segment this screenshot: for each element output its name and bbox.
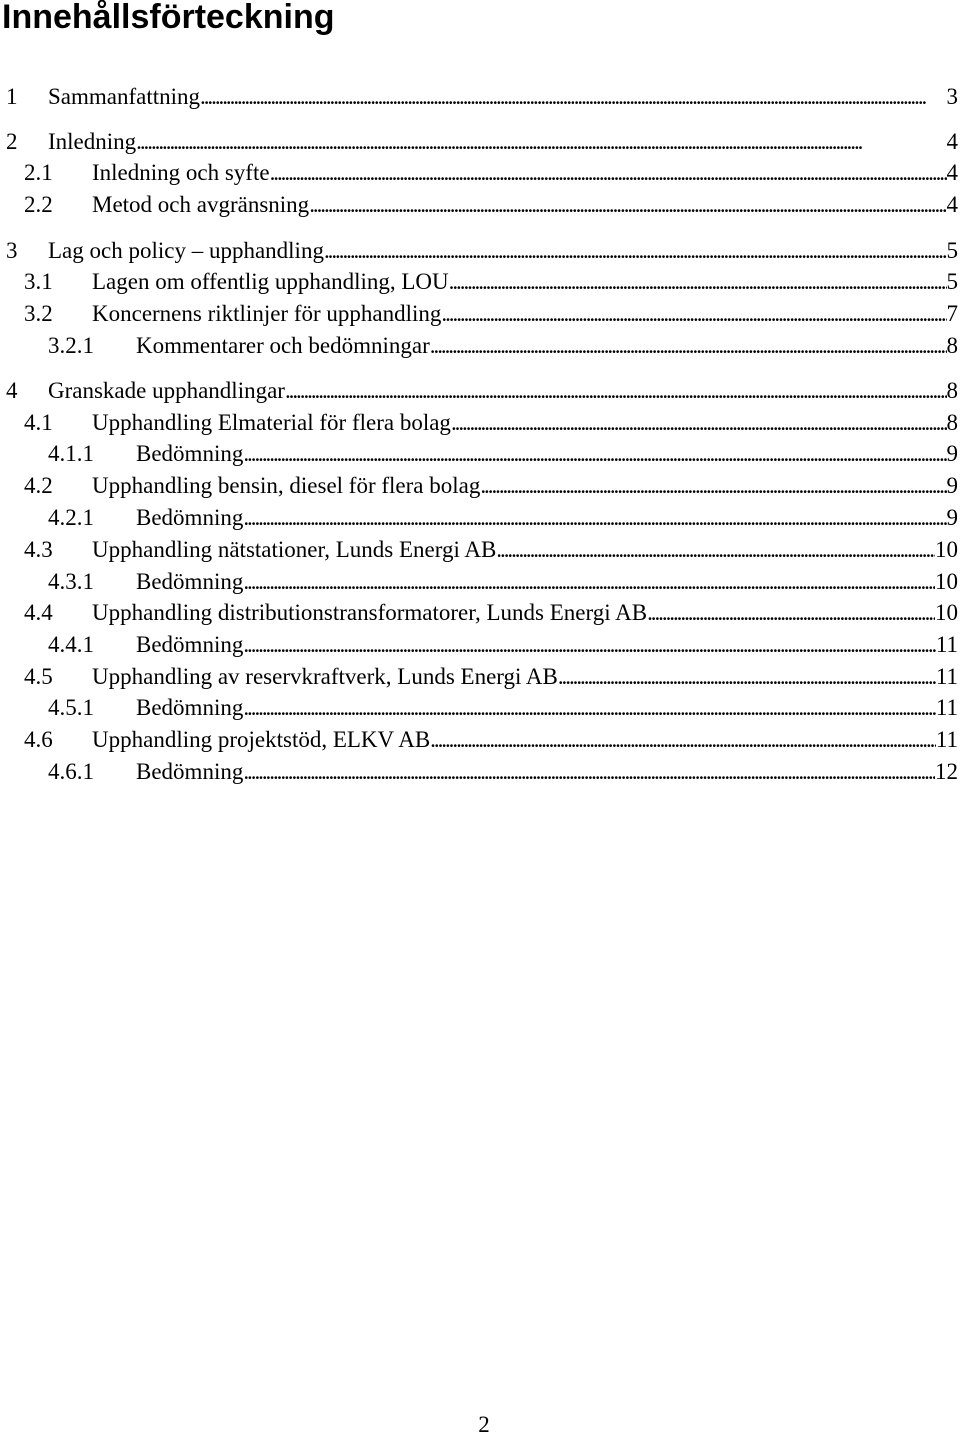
toc-entry-number: 4.5.1 — [48, 695, 94, 720]
toc-entry-number: 4.4 — [24, 600, 53, 625]
toc-entry-number: 3.2 — [24, 301, 53, 326]
toc-entry-number: 4.4.1 — [48, 632, 94, 657]
toc-entry-title: Bedömning — [136, 505, 244, 530]
toc-entry[interactable] — [24, 471, 958, 501]
dot-leader — [480, 471, 946, 501]
dot-leader — [451, 408, 947, 438]
toc-entry-number: 2.1 — [24, 160, 53, 185]
toc-entry-title: Upphandling av reservkraftverk, Lunds Energi AB — [92, 664, 558, 689]
toc-entry-title: Kommentarer och bedömningar — [136, 333, 430, 358]
toc-entry-number: 3.2.1 — [48, 333, 94, 358]
toc-entry-page: 4 — [946, 192, 958, 217]
dot-leader — [430, 725, 936, 755]
toc-entry-number: 2 — [6, 129, 18, 154]
toc-entry-page: 12 — [935, 759, 958, 784]
dot-leader — [270, 158, 947, 188]
toc-entry-title: Upphandling Elmaterial för flera bolag — [92, 410, 451, 435]
toc-entry-page: 4 — [946, 160, 958, 185]
toc-entry-title: Upphandling projektstöd, ELKV AB — [92, 727, 431, 752]
toc-entry-page: 11 — [935, 664, 958, 689]
toc-entry[interactable] — [24, 158, 958, 188]
toc-entry-title: Koncernens riktlinjer för upphandling — [92, 301, 442, 326]
toc-entry-page: 9 — [946, 473, 958, 498]
toc-entry-number: 4.3 — [24, 537, 53, 562]
toc-entry-title: Bedömning — [136, 569, 244, 594]
dot-leader — [430, 331, 947, 361]
toc-entry[interactable] — [48, 331, 958, 361]
dot-leader — [243, 567, 935, 597]
toc-entry-title: Inledning — [48, 129, 137, 154]
toc-entry-page: 7 — [946, 301, 958, 326]
toc-entry[interactable] — [48, 439, 958, 469]
toc-entry-page: 5 — [946, 269, 958, 294]
dot-leader — [243, 439, 946, 469]
toc-entry-page: 8 — [946, 410, 958, 435]
toc-entry[interactable] — [24, 535, 958, 565]
toc-entry-page: 4 — [946, 129, 958, 154]
dot-leader — [136, 127, 946, 157]
toc-entry-number: 4.6 — [24, 727, 53, 752]
toc-entry[interactable] — [48, 630, 958, 660]
toc-entry-page: 5 — [946, 238, 958, 263]
dot-leader — [647, 598, 935, 628]
toc-entry[interactable] — [24, 408, 958, 438]
toc-entry-title: Bedömning — [136, 695, 244, 720]
page-number: 2 — [478, 1412, 490, 1437]
dot-leader — [309, 190, 946, 220]
toc-entry-title: Metod och avgränsning — [92, 192, 310, 217]
toc-entry-number: 3 — [6, 238, 18, 263]
toc-entry[interactable] — [24, 725, 958, 755]
dot-leader — [496, 535, 935, 565]
toc-entry-number: 4.2 — [24, 473, 53, 498]
toc-entry-title: Lagen om offentlig upphandling, LOU — [92, 269, 449, 294]
dot-leader — [243, 757, 935, 787]
dot-leader — [441, 299, 946, 329]
toc-entry-title: Sammanfattning — [48, 84, 201, 109]
toc-entry-number: 4.1 — [24, 410, 53, 435]
dot-leader — [449, 267, 947, 297]
dot-leader — [285, 376, 947, 406]
toc-entry-page: 3 — [946, 84, 958, 109]
toc-entry-page: 8 — [946, 333, 958, 358]
toc-entry-number: 4.5 — [24, 664, 53, 689]
toc-entry-number: 4 — [6, 378, 18, 403]
page-title: Innehållsförteckning — [2, 0, 335, 36]
toc-entry[interactable] — [24, 598, 958, 628]
toc-entry-number: 2.2 — [24, 192, 53, 217]
toc-entry[interactable] — [6, 82, 958, 112]
toc-entry-page: 9 — [946, 441, 958, 466]
dot-leader — [558, 662, 936, 692]
toc-entry[interactable] — [6, 236, 958, 266]
toc-entry-title: Bedömning — [136, 441, 244, 466]
toc-entry[interactable] — [6, 376, 958, 406]
dot-leader — [243, 503, 946, 533]
toc-entry-page: 11 — [935, 727, 958, 752]
toc-entry-page: 10 — [935, 600, 958, 625]
toc-entry-page: 8 — [946, 378, 958, 403]
toc-entry-title: Upphandling bensin, diesel för flera bolag — [92, 473, 481, 498]
toc-entry[interactable] — [48, 567, 958, 597]
toc-entry-title: Inledning och syfte — [92, 160, 270, 185]
toc-entry[interactable] — [24, 267, 958, 297]
toc-entry-page: 10 — [935, 569, 958, 594]
toc-entry-title: Bedömning — [136, 759, 244, 784]
toc-entry-number: 3.1 — [24, 269, 53, 294]
toc-entry[interactable] — [24, 190, 958, 220]
toc-entry-page: 11 — [935, 695, 958, 720]
toc-entry-number: 4.6.1 — [48, 759, 94, 784]
toc-entry-title: Lag och policy – upphandling — [48, 238, 324, 263]
toc-entry[interactable] — [48, 503, 958, 533]
toc-entry-title: Upphandling distributionstransformatorer, Lunds Energi AB — [92, 600, 648, 625]
dot-leader — [324, 236, 947, 266]
toc-entry-page: 9 — [946, 505, 958, 530]
toc-entry-number: 1 — [6, 84, 18, 109]
toc-entry-title: Upphandling nätstationer, Lunds Energi AB — [92, 537, 497, 562]
toc-entry-number: 4.1.1 — [48, 441, 94, 466]
toc-entry-number: 4.3.1 — [48, 569, 94, 594]
toc-entry[interactable] — [24, 299, 958, 329]
toc-entry[interactable] — [48, 693, 958, 723]
dot-leader — [243, 630, 936, 660]
toc-entry[interactable] — [48, 757, 958, 787]
toc-entry-page: 11 — [935, 632, 958, 657]
toc-entry-number: 4.2.1 — [48, 505, 94, 530]
toc-entry-page: 10 — [935, 537, 958, 562]
dot-leader — [243, 693, 936, 723]
toc-entry[interactable] — [6, 127, 958, 157]
toc-entry-title: Bedömning — [136, 632, 244, 657]
dot-leader — [200, 82, 946, 112]
toc-entry[interactable] — [24, 662, 958, 692]
toc-entry-title: Granskade upphandlingar — [48, 378, 285, 403]
